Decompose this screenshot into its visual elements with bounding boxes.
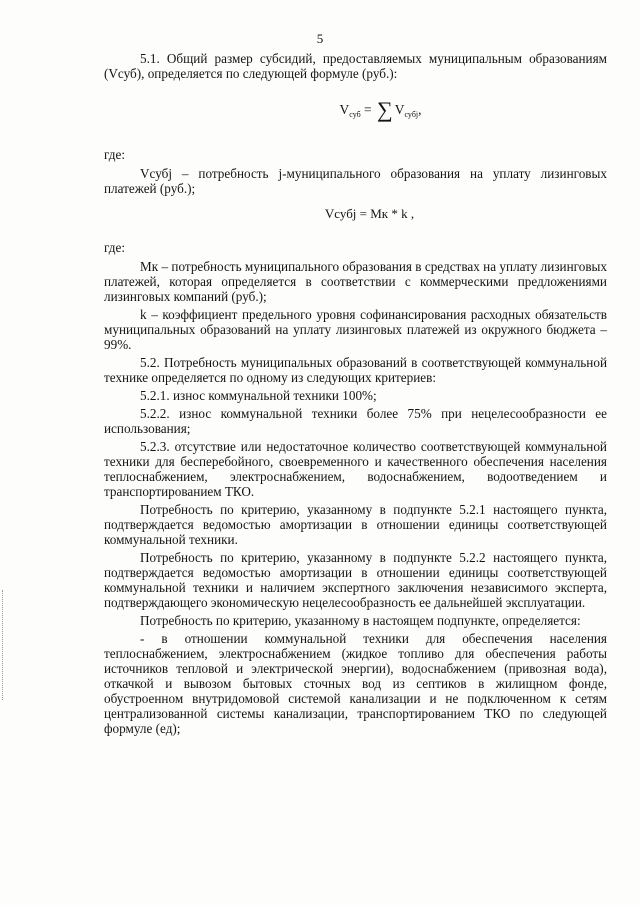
where-label-1: где: <box>104 147 125 162</box>
paragraph-5-2-2: 5.2.2. износ коммунальной техники более 75% при нецелесообразности ее использования; <box>104 406 607 436</box>
paragraph-5-1: 5.1. Общий размер субсидий, предоставляемых муниципальным образованиям (Vсуб), определяется по следующей формуле (руб.): <box>104 51 607 81</box>
formula-comma: , <box>418 102 422 117</box>
definition-k: k – коэффициент предельного уровня софинансирования расходных обязательств муниципальных образований на уплату лизинговых платежей из окружного бюджета – 99%. <box>104 307 607 352</box>
definition-vsubj: Vсубj – потребность j-муниципального образования на уплату лизинговых платежей (руб.); <box>104 166 607 196</box>
formula-equals: = <box>360 102 376 117</box>
formula-lhs-subscript: суб <box>349 110 361 119</box>
formula-total-subsidy <box>154 84 607 136</box>
where-label-2: где: <box>104 240 125 255</box>
paragraph-criterion-1: Потребность по критерию, указанному в подпункте 5.2.1 настоящего пункта, подтверждается ведомостью амортизации в отношении единицы соответствующей коммунальной техники. <box>104 502 607 547</box>
paragraph-criterion-2: Потребность по критерию, указанному в подпункте 5.2.2 настоящего пункта, подтверждается ведомостью амортизации в отношении единицы соответствующей коммунальной техники и наличием экспертного заключения независимого эксперта, подтверждающего экономическую нецелесообразность ее дальнейшей эксплуатации. <box>104 550 607 610</box>
paragraph-criterion-3: Потребность по критерию, указанному в настоящем подпункте, определяется: <box>140 613 581 628</box>
document-body <box>104 51 607 739</box>
definition-mk: Мк – потребность муниципального образования в средствах на уплату лизинговых платежей, которая определяется в соответствии с коммерческими предложениями лизинговых компаний (руб.); <box>104 259 607 304</box>
formula-lhs: V <box>339 102 350 117</box>
paragraph-bullet-communal-tech: - в отношении коммунальной техники для обеспечения населения теплоснабжением, электроснабжением (жидкое топливо для обеспечения работы источников тепловой и электрической энергии), водоснабжением (привозная вода), откачкой и вывозом бытовых сточных вод из септиков в жилищном фонде, обустроенном внутридомовой системой канализации и не подключенном к сетям централизованной системы канализации, транспортированием ТКО по следующей формуле (ед); <box>104 631 607 736</box>
formula-vsubj: Vсубj = Мк * k , <box>324 206 415 221</box>
page-number: 5 <box>316 31 324 46</box>
paragraph-5-2-3: 5.2.3. отсутствие или недостаточное количество соответствующей коммунальной техники для бесперебойного, своевременного и качественного обеспечения населения теплоснабжением, электроснабжением, водоснабжением, водоотведением и транспортированием ТКО. <box>104 439 607 499</box>
sum-symbol: ∑ <box>377 97 393 122</box>
formula-rhs-subscript: субj <box>404 110 419 119</box>
formula-rhs: V <box>394 102 405 117</box>
scan-edge-mark <box>2 590 4 700</box>
paragraph-5-2: 5.2. Потребность муниципальных образований в соответствующей коммунальной технике определяется по одному из следующих критериев: <box>104 355 607 385</box>
paragraph-5-2-1: 5.2.1. износ коммунальной техники 100%; <box>140 388 377 403</box>
